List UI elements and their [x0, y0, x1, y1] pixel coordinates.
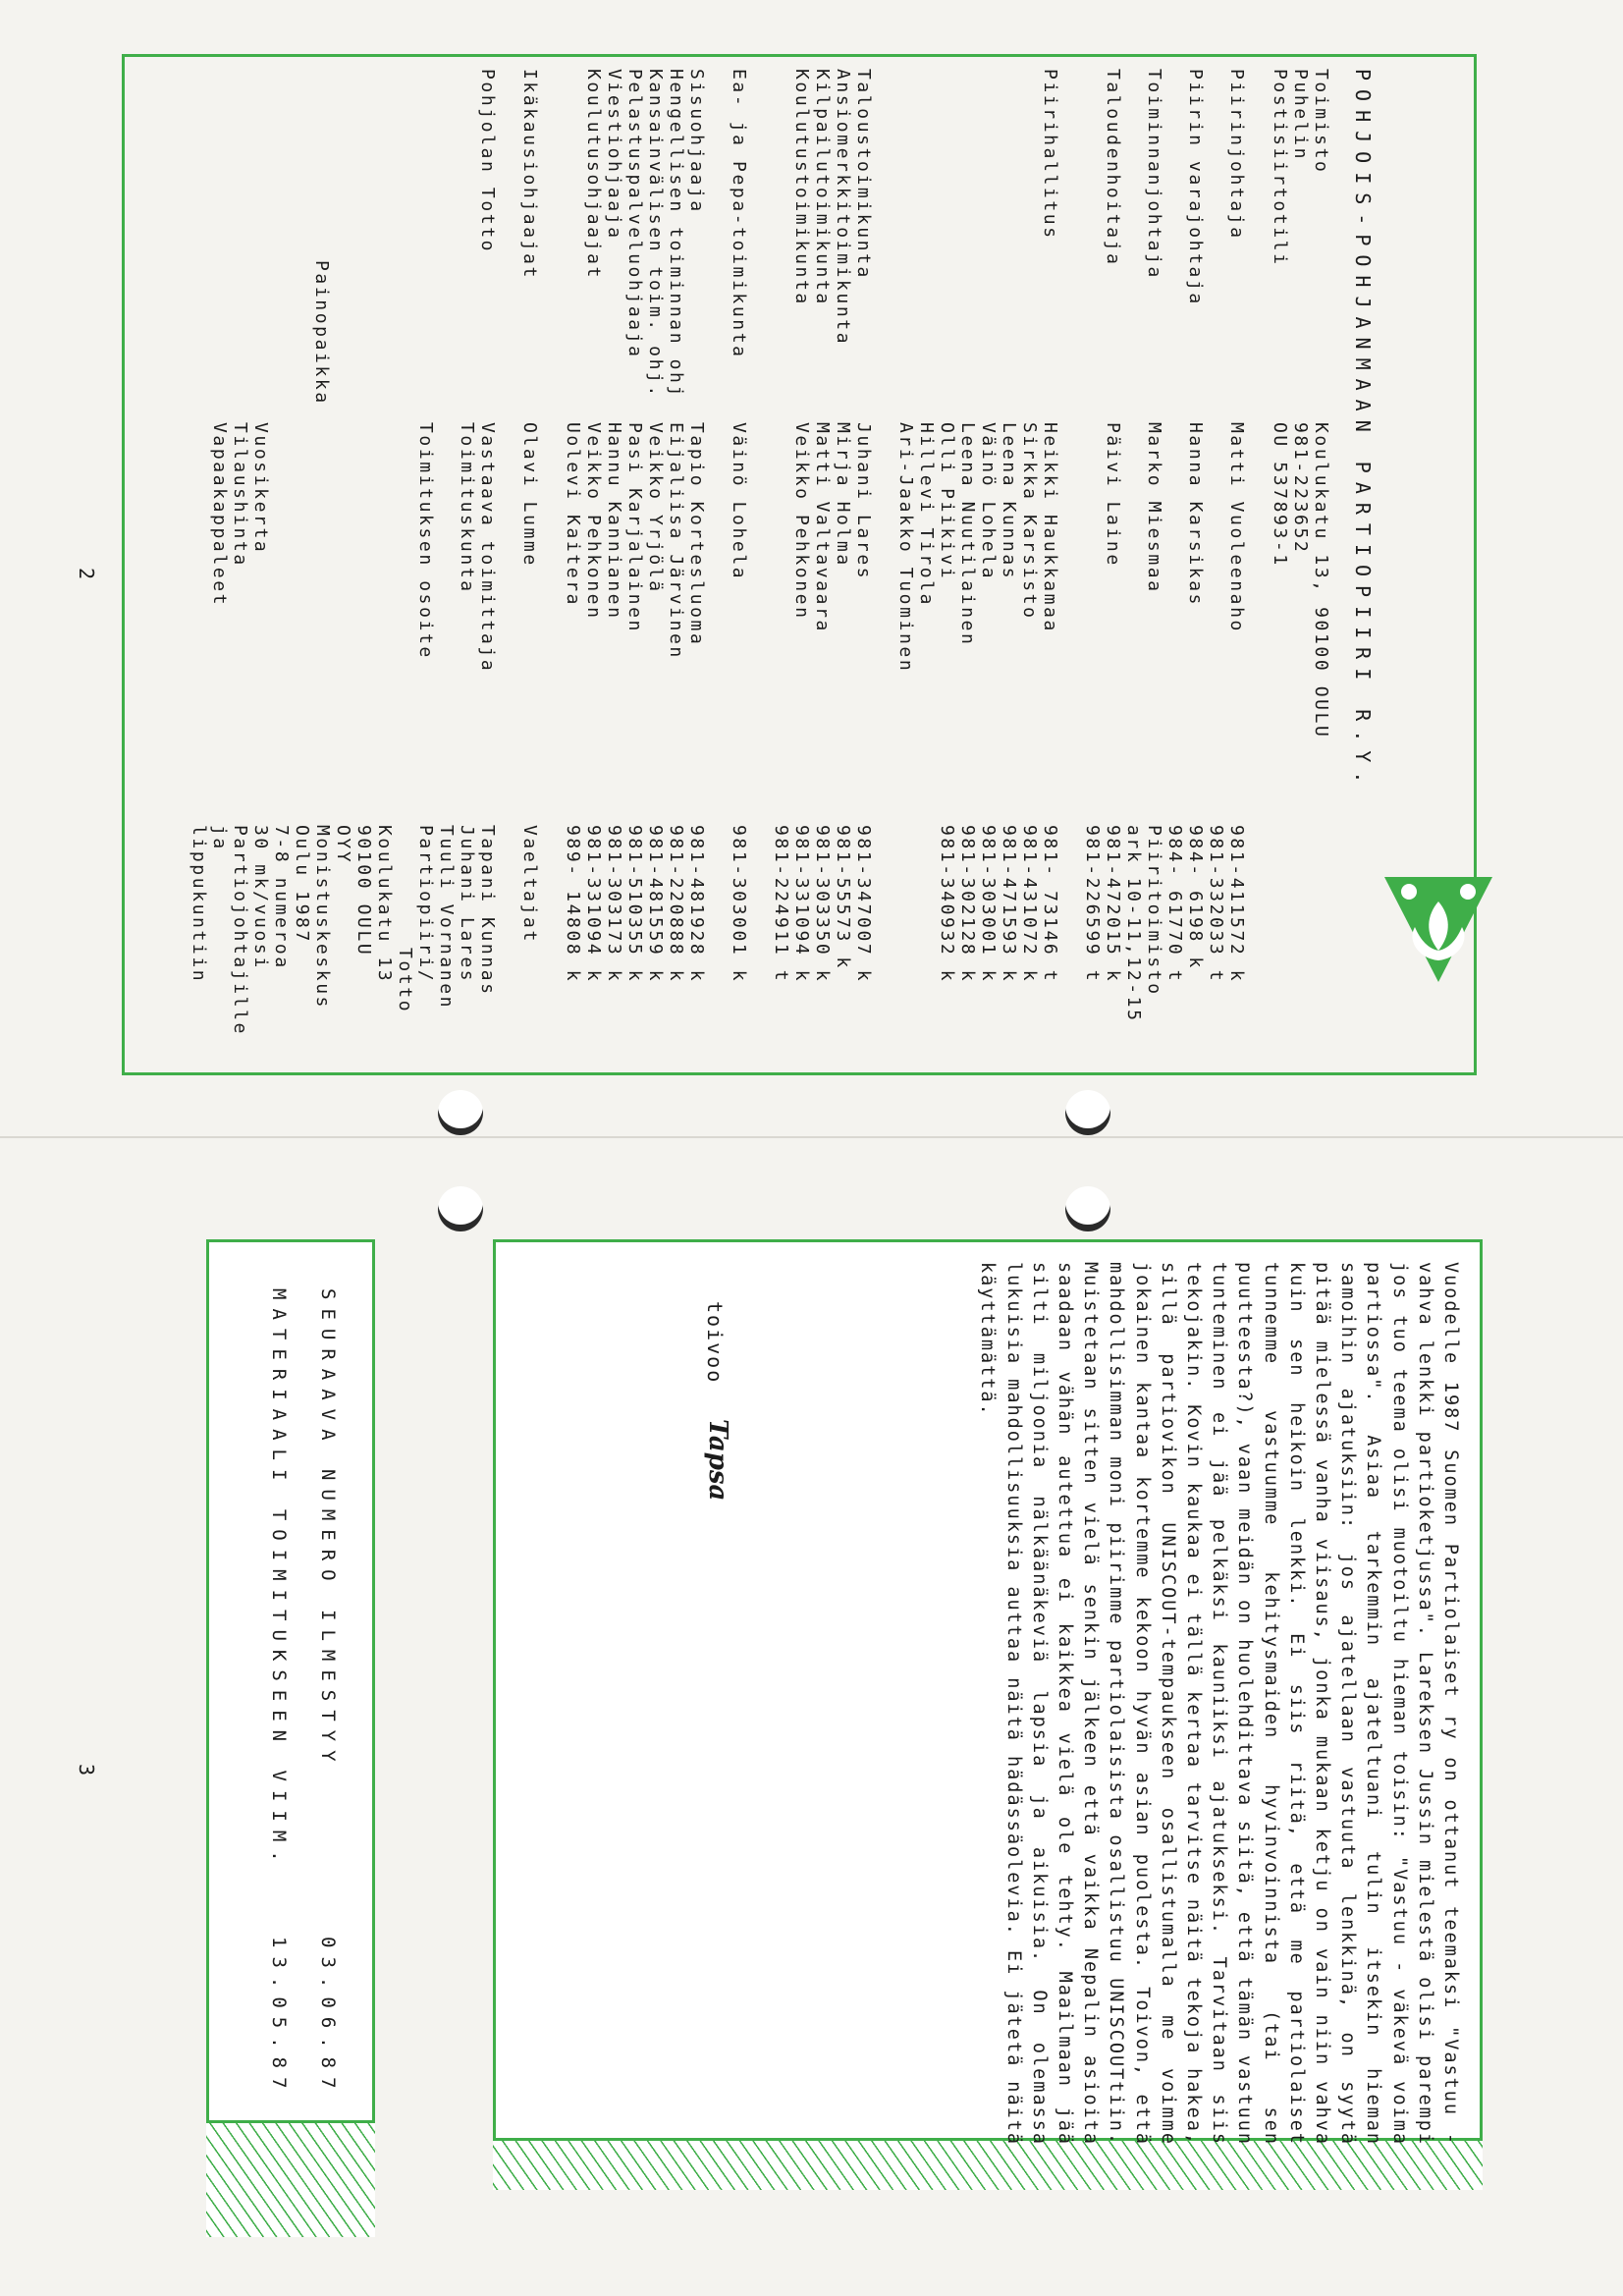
committee-phone: 981-303001 k — [729, 825, 749, 984]
member-phone: 981-302128 k — [957, 825, 978, 984]
leader-role: Kansainvälisen toim. ohj. — [645, 69, 666, 399]
leader-phone: 981-510355 k — [624, 825, 645, 984]
member-name: Sirkka Karsisto — [1019, 422, 1040, 621]
page-fold — [0, 1136, 1623, 1138]
tilaushinta-value: 30 mk/vuosi — [250, 825, 271, 970]
committee-role: Koulutustoimikunta — [791, 69, 812, 306]
painopaikka-1: OYY — [333, 825, 353, 865]
officer-phone: ark 10-11,12-15 — [1123, 825, 1144, 1023]
vapaakappaleet-3: lippukuntiin — [189, 825, 209, 984]
leader-role: Viestiohjaaja — [604, 69, 624, 241]
osoite-1: Partiopiiri/ — [415, 825, 436, 984]
officer-role: Taloudenhoitaja — [1103, 69, 1123, 267]
leader-role: Koulutusohjaajat — [583, 69, 604, 280]
next-issue-content — [182, 1249, 358, 2133]
leader-phone: 989- 14808 k — [563, 825, 583, 984]
leader-name: Eijaliisa Järvinen — [666, 422, 686, 660]
member-name: Hillevi Tirola — [916, 422, 937, 608]
leader-phone: 981-303173 k — [604, 825, 624, 984]
member-name: Ari-Jaakko Tuominen — [895, 422, 916, 674]
officer-role: Piirinjohtaja — [1226, 69, 1247, 241]
puhelin-value: 981-223652 — [1290, 422, 1311, 555]
committee-phone: 981-303350 k — [812, 825, 833, 984]
leader-role: Hengellisen toiminnan ohj — [666, 69, 686, 399]
officer-name: Päivi Laine — [1103, 422, 1123, 568]
leader-name: Pasi Karjalainen — [624, 422, 645, 633]
deadline-label: MATERIAALI TOIMITUKSEEN VIIM. — [268, 1288, 290, 1871]
page2-content — [137, 69, 1375, 1051]
painopaikka-label: Painopaikka — [311, 260, 332, 406]
committee-name: Juhani Lares — [853, 422, 874, 581]
next-issue-label: SEURAAVA NUMERO ILMESTYY — [317, 1288, 339, 1771]
committee-name: Mirja Holma — [833, 422, 853, 568]
totto-label: Pohjolan Totto — [477, 69, 498, 254]
next-issue-date: 03.06.87 — [317, 1937, 339, 2098]
ikakausi-name: Olavi Lumme — [519, 422, 540, 568]
vastaava-value: Tapani Kunnas — [477, 825, 498, 997]
leader-name: Uolevi Kaitera — [563, 422, 583, 608]
committee-phone: 981-55573 k — [833, 825, 853, 970]
officer-phone: 981-472015 k — [1103, 825, 1123, 984]
vuosikerta-value: 7-8 numeroa — [271, 825, 292, 970]
toimisto-value: Koulukatu 13, 90100 OULU — [1311, 422, 1331, 739]
toimituskunta-1: Juhani Lares — [457, 825, 477, 984]
signature-prefix: toivoo — [703, 1301, 727, 1385]
osoite-4: 90100 OULU — [353, 825, 374, 957]
member-name: Väinö Lohela — [978, 422, 999, 581]
punch-hole — [438, 1090, 483, 1135]
member-phone: 981-340932 k — [937, 825, 957, 984]
leader-role: Pelastuspalveluohjaaja — [624, 69, 645, 359]
leader-role: Sisuohjaaja — [686, 69, 707, 214]
vapaakappaleet-label: Vapaakappaleet — [209, 422, 230, 608]
toimisto-label: Toimisto — [1311, 69, 1331, 175]
toimituskunta-2: Tuuli Vornanen — [436, 825, 457, 1011]
committee-role: Kilpailutoimikunta — [812, 69, 833, 306]
leader-phone: 981-481928 k — [686, 825, 707, 984]
member-name: Olli Piikivi — [937, 422, 957, 581]
signature-name: Tapsa — [703, 1419, 732, 1502]
page2-heading: POHJOIS-POHJANMAAN PARTIOPIIRI R.Y. — [1351, 69, 1375, 793]
editorial-paragraph: Vuodelle 1987 Suomen Partiolaiset ry on ottanut teemaksi "Vastuu - vahva lenkki partioketjussa". Lareksen Jussin mielestä olisi parempi jos tuo teema olisi muotoiltu hieman toisin: "Vastuu - väkevä voima partiossa". Asiaa tarkemmin ajateltuani tulin itsekin hieman samoihin ajatuksiin: jos ajatellaan vastuuta lenkkinä, on syytä pitää mielessä vanha viisaus, jonka mukaan ketju on vain niin vahva kuin sen heikoin lenkki. Ei siis riitä, että me partiolaiset tunnemme vastuumme kehitysmaiden hyvinvoinnista (tai sen puutteesta?), vaan meidän on huolehdittava siitä, että tämän vastuun tunteminen ei jää pelkäksi kauniiksi ajatukseksi. Tarvitaan siis tekojakin. Kovin kaukaa ei tällä kertaa tarvitse näitä tekoja hakea, sillä partiovikon UNISCOUT-tempaukseen osallistumalla me voimme jokainen kantaa kortemme kekoon hyvän asian puolesta. Toivon, että mahdollisimman moni piirimme partiolaisista osallistuu UNISCOUTtiin. Muistetaan sitten vielä senkin jälkeen että vaikka Nepalin asioita saadaan vähän autettua ei kaikkea vielä ole tehty. Maailmaan jää silti miljoonia nälkäänäkeviä lapsia ja aikuisia. On olemassa lukuisia mahdollisuuksia auttaa näitä hädässäolevia. Ei jätetä näitä käyttämättä. — [977, 1262, 1461, 2146]
scout-lily-logo — [1380, 872, 1497, 990]
officer-name: Matti Vuoleenaho — [1226, 422, 1247, 633]
osoite-2: Totto — [395, 948, 415, 1014]
tilaushinta-label: Tilaushinta — [230, 422, 250, 568]
officer-phone: 981-411572 k — [1226, 825, 1247, 984]
officer-phone: 984- 6198 k — [1185, 825, 1206, 970]
officer-name: Hanna Karsikas — [1185, 422, 1206, 608]
committee-phone: 981-224911 t — [771, 825, 791, 984]
committee-name: Matti Valtavaara — [812, 422, 833, 633]
committee-phone: 981-331094 k — [791, 825, 812, 984]
committee-role: Ansiomerkkitoimikunta — [833, 69, 853, 347]
punch-hole — [438, 1186, 483, 1231]
page2-number: 2 — [75, 567, 99, 580]
page3-number: 3 — [75, 1763, 99, 1777]
leader-name: Hannu Kannianen — [604, 422, 624, 621]
officer-phone: 984- 61770 t — [1164, 825, 1185, 984]
committee-name: Veikko Pehkonen — [791, 422, 812, 621]
deadline-date: 13.05.87 — [268, 1937, 290, 2098]
officer-phone: 981-332033 t — [1206, 825, 1226, 984]
member-phone: 981-471593 k — [999, 825, 1019, 984]
punch-hole — [1065, 1090, 1110, 1135]
osoite-label: Toimituksen osoite — [415, 422, 436, 660]
vastaava-label: Vastaava toimittaja — [477, 422, 498, 674]
editorial-content — [540, 1262, 1463, 2146]
leader-phone: 981-331094 k — [583, 825, 604, 984]
officer-role: Piirin varajohtaja — [1185, 69, 1206, 306]
vapaakappaleet-2: ja — [209, 825, 230, 851]
officer-role: Toiminnanjohtaja — [1144, 69, 1164, 280]
piirihallitus-label: Piirihallitus — [1040, 69, 1060, 241]
postisiirto-value: OU 537893-1 — [1270, 422, 1290, 568]
officer-phone: Piiritoimisto — [1144, 825, 1164, 997]
painopaikka-2: Monistuskeskus — [312, 825, 333, 1011]
leader-phone: 981-481559 k — [645, 825, 666, 984]
committee-role: Taloustoimikunta — [853, 69, 874, 280]
postisiirto-label: Postisiirtotili — [1270, 69, 1290, 267]
officer-name: Marko Miesmaa — [1144, 422, 1164, 594]
leader-phone: 981-220888 k — [666, 825, 686, 984]
toimituskunta-label: Toimituskunta — [457, 422, 477, 594]
ikakausi-label: Ikäkausiohjaajat — [519, 69, 540, 280]
member-phone: 981-303001 k — [978, 825, 999, 984]
member-name: Leena Nuutilainen — [957, 422, 978, 647]
vapaakappaleet-1: Partiojohtajille — [230, 825, 250, 1036]
member-name: Heikki Haukkamaa — [1040, 422, 1060, 633]
committee-name: Väinö Lohela — [729, 422, 749, 581]
member-name: Leena Kunnas — [999, 422, 1019, 581]
member-phone: 981-431072 k — [1019, 825, 1040, 984]
puhelin-label: Puhelin — [1290, 69, 1311, 162]
member-phone: 981- 73146 t — [1040, 825, 1060, 984]
osoite-3: Koulukatu 13 — [374, 825, 395, 984]
leader-name: Veikko Yrjölä — [645, 422, 666, 594]
punch-hole — [1065, 1186, 1110, 1231]
leader-name: Veikko Pehkonen — [583, 422, 604, 621]
ikakausi-extra: Vaeltajat — [519, 825, 540, 944]
committee-role: Ea- ja Pepa-toimikunta — [729, 69, 749, 359]
vuosikerta-label: Vuosikerta — [250, 422, 271, 555]
painopaikka-3: Oulu 1987 — [292, 825, 312, 944]
leader-name: Tapio Kortesluoma — [686, 422, 707, 647]
officer-phone: 981-226599 t — [1082, 825, 1103, 984]
committee-phone: 981-347007 k — [853, 825, 874, 984]
